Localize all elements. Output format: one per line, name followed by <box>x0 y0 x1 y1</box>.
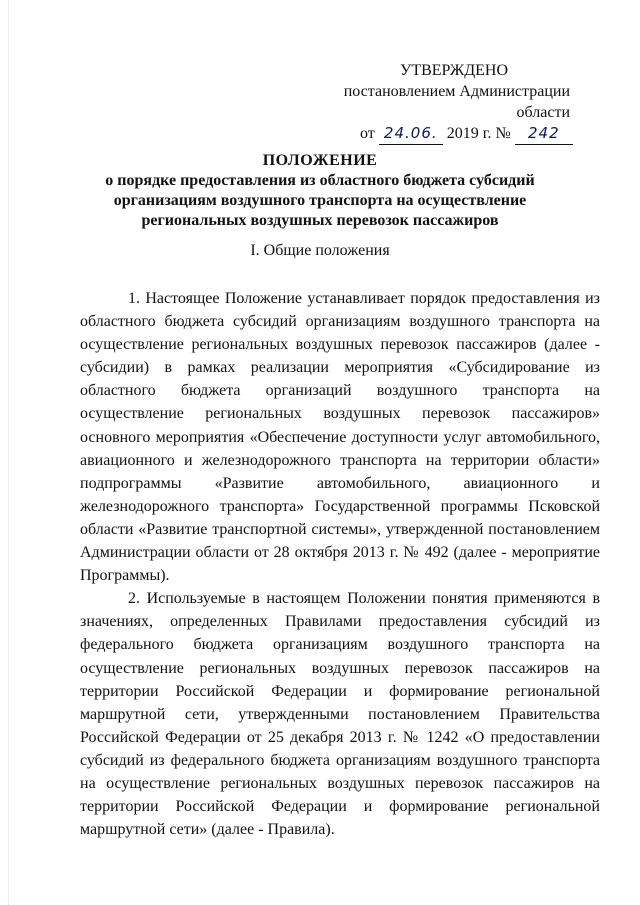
paragraph-1: 1. Настоящее Положение устанавливает порядок предоставления из областного бюджета субсидий организациям воздушного транспорта на осуществление региональных воздушных перевозок пассажиров (далее - субсидии) в рамках реализации мероприятия «Субсидирование из областного бюджета организаций воздушного транспорта на осуществление региональных воздушных перевозок пассажиров» основного мероприятия «Обеспечение доступности услуг автомобильного, авиационного и железнодорожного транспорта на территории области» подпрограммы «Развитие автомобильного, авиационного и железнодорожного транспорта» Государственной программы Псковской области «Развитие транспортной системы», утвержденной постановлением Администрации области от 28 октября 2013 г. № 492 (далее - мероприятие Программы). <box>80 290 600 585</box>
section-heading: I. Общие положения <box>250 242 390 259</box>
approval-from-prefix: от <box>360 125 375 142</box>
approval-authority: постановлением Администрации области <box>343 83 570 121</box>
approval-date-line <box>330 123 600 145</box>
title-line-2: организациям воздушного транспорта на осуществление <box>113 192 527 209</box>
title-main: ПОЛОЖЕНИЕ <box>262 152 378 169</box>
document-body <box>80 287 600 841</box>
page-edge-marks <box>0 0 9 905</box>
document-title <box>0 151 640 231</box>
approval-year: 2019 г. № <box>446 125 511 142</box>
approval-stamp-block <box>330 60 600 145</box>
title-line-3: региональных воздушных перевозок пассажиров <box>141 212 499 229</box>
handwritten-date: 24.06. <box>379 123 443 145</box>
handwritten-number: 242 <box>515 123 573 145</box>
paragraph-2: 2. Используемые в настоящем Положении понятия применяются в значениях, определенных Правилами предоставления субсидий из федерального бюджета организациям воздушного транспорта на осуществление региональных воздушных перевозок пассажиров на территории Российской Федерации и формирование региональной маршрутной сети, утвержденными постановлением Правительства Российской Федерации от 25 декабря 2013 г. № 1242 «О предоставлении субсидий из федерального бюджета организациям воздушного транспорта на осуществление региональных воздушных перевозок пассажиров на территории Российской Федерации и формирование региональной маршрутной сети» (далее - Правила). <box>80 590 600 839</box>
approval-heading: УТВЕРЖДЕНО <box>400 62 509 79</box>
title-line-1: о порядке предоставления из областного бюджета субсидий <box>105 172 535 189</box>
